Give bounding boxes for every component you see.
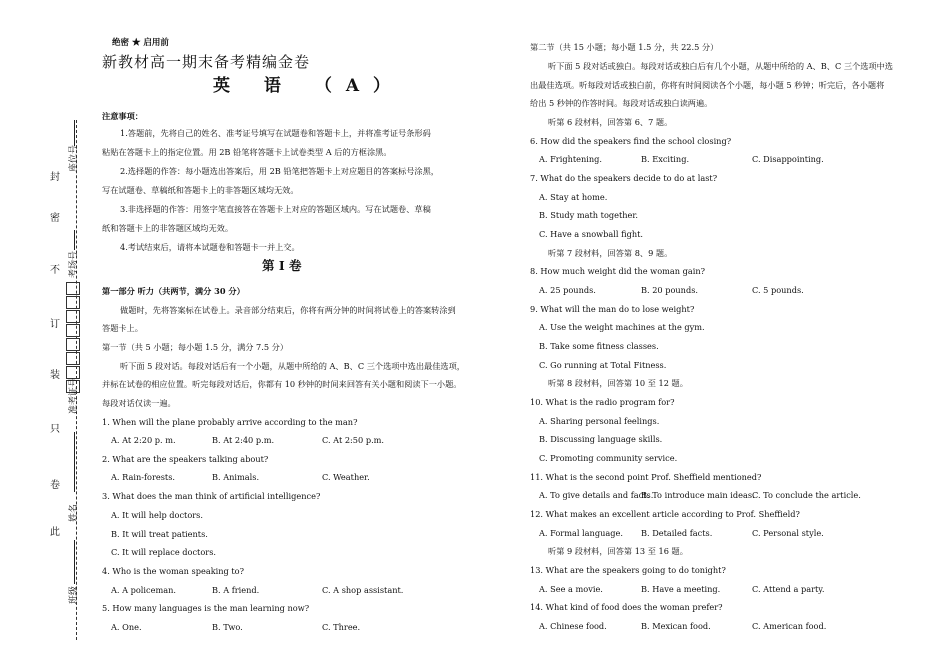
seal-word: 此 [50, 527, 60, 538]
option-c[interactable]: C. It will replace doctors. [111, 547, 216, 557]
question-text: 13. What are the speakers going to do tonight? [530, 565, 726, 575]
seat-number-line [74, 120, 75, 146]
option-a[interactable]: A. A policeman. [111, 585, 176, 595]
notice-line: 粘贴在答题卡上的指定位置。用 2B 铅笔将答题卡上试卷类型 A 后的方框涂黑。 [102, 147, 392, 157]
question-text: 5. How many languages is the man learning now? [102, 603, 310, 613]
admission-number-label: 准考证号 [69, 377, 79, 414]
question-text: 10. What is the radio program for? [530, 397, 675, 407]
section2-intro: 出最佳选项。听每段对话或独白前，你将有时间阅读各个小题，每小题 5 秒钟；听完后，各小题将 [530, 80, 885, 90]
question-text: 8. How much weight did the woman gain? [530, 266, 706, 276]
question-text: 11. What is the second point Prof. Sheffield mentioned? [530, 472, 762, 482]
question-text: 1. When will the plane probably arrive according to the man? [102, 417, 358, 427]
option-a[interactable]: A. Sharing personal feelings. [539, 416, 660, 426]
notice-line: 写在试题卷、草稿纸和答题卡上的非答题区域均无效。 [102, 185, 299, 195]
option-a[interactable]: A. Chinese food. [539, 621, 607, 631]
class-label: 班级 [69, 585, 79, 604]
option-b[interactable]: B. At 2:40 p.m. [212, 435, 275, 445]
option-a[interactable]: A. Stay at home. [539, 192, 608, 202]
seal-word: 只 [50, 424, 60, 435]
section2-heading: 第二节（共 15 小题；每小题 1.5 分，共 22.5 分） [530, 42, 719, 52]
option-a[interactable]: A. Frightening. [539, 154, 602, 164]
option-a[interactable]: A. At 2:20 p. m. [111, 435, 176, 445]
option-c[interactable]: C. A shop assistant. [322, 585, 404, 595]
option-b[interactable]: B. A friend. [212, 585, 260, 595]
seal-word: 封 [50, 172, 60, 183]
option-c[interactable]: C. Disappointing. [752, 154, 824, 164]
question-text: 7. What do the speakers decide to do at last? [530, 173, 718, 183]
section2-intro: 给出 5 秒钟的作答时间。每段对话或独白读两遍。 [530, 98, 713, 108]
option-c[interactable]: C. 5 pounds. [752, 285, 804, 295]
option-b[interactable]: B. Have a meeting. [641, 584, 721, 594]
notice-line: 2.选择题的作答：每小题选出答案后，用 2B 铅笔把答题卡上对应题目的答案标号涂黑， [120, 166, 439, 176]
option-c[interactable]: C. Have a snowball fight. [539, 229, 643, 239]
option-a[interactable]: A. It will help doctors. [111, 510, 203, 520]
listening-note: 听第 8 段材料，回答第 10 至 12 题。 [548, 378, 688, 388]
exam-room-line [74, 230, 75, 250]
seal-word: 不 [50, 265, 60, 276]
part1-intro: 做题时，先将答案标在试卷上。录音部分结束后，你将有两分钟的时间将试卷上的答案转涂到 [120, 305, 456, 315]
section2-intro: 听下面 5 段对话或独白。每段对话或独白后有几个小题，从题中所给的 A、B、C 三个选项中选 [548, 61, 893, 71]
question-text: 4. Who is the woman speaking to? [102, 566, 245, 576]
seal-word: 装 [50, 370, 60, 381]
notice-heading: 注意事项： [102, 111, 143, 121]
option-a[interactable]: A. Use the weight machines at the gym. [539, 322, 705, 332]
exam-title: 新教材高一期末备考精编金卷 [102, 53, 311, 71]
option-b[interactable]: B. It will treat patients. [111, 529, 208, 539]
option-c[interactable]: C. Go running at Total Fitness. [539, 360, 667, 370]
notice-line: 4.考试结束后，请将本试题卷和答题卡一并上交。 [120, 242, 300, 252]
notice-line: 1.答题前，先将自己的姓名、准考证号填写在试题卷和答题卡上，并将准考证号条形码 [120, 128, 431, 138]
option-c[interactable]: C. Attend a party. [752, 584, 825, 594]
listening-note: 听第 7 段材料，回答第 8、9 题。 [548, 248, 673, 258]
class-line [74, 540, 75, 584]
seat-number-label: 座位号 [69, 144, 79, 172]
subject-title: 英 语 （A） [213, 76, 405, 96]
option-c[interactable]: C. To conclude the article. [752, 490, 861, 500]
option-b[interactable]: B. Detailed facts. [641, 528, 713, 538]
section1-heading: 第一节（共 5 小题；每小题 1.5 分，满分 7.5 分） [102, 342, 289, 352]
option-b[interactable]: B. Study math together. [539, 210, 639, 220]
listening-note: 听第 6 段材料，回答第 6、7 题。 [548, 117, 673, 127]
exam-room-label: 考场号 [69, 250, 79, 278]
option-b[interactable]: B. Take some fitness classes. [539, 341, 659, 351]
volume-title: 第 I 卷 [262, 258, 302, 273]
option-c[interactable]: C. Personal style. [752, 528, 824, 538]
option-a[interactable]: A. Formal language. [539, 528, 623, 538]
option-b[interactable]: B. Two. [212, 622, 243, 632]
option-a[interactable]: A. Rain-forests. [111, 472, 176, 482]
option-c[interactable]: C. Weather. [322, 472, 370, 482]
notice-line: 纸和答题卡上的非答题区域均无效。 [102, 223, 234, 233]
option-b[interactable]: B. Exciting. [641, 154, 690, 164]
seal-word: 密 [50, 213, 60, 224]
section1-intro: 听下面 5 段对话。每段对话后有一个小题，从题中所给的 A、B、C 三个选项中选出最佳选项， [120, 361, 465, 371]
name-line [74, 432, 75, 492]
option-b[interactable]: B. To introduce main ideas. [641, 490, 755, 500]
question-text: 2. What are the speakers talking about? [102, 454, 269, 464]
option-a[interactable]: A. To give details and facts. [539, 490, 654, 500]
option-c[interactable]: C. American food. [752, 621, 827, 631]
option-c[interactable]: C. Three. [322, 622, 361, 632]
question-text: 6. How did the speakers find the school closing? [530, 136, 732, 146]
listening-note: 听第 9 段材料，回答第 13 至 16 题。 [548, 546, 688, 556]
option-b[interactable]: B. Discussing language skills. [539, 434, 663, 444]
question-text: 14. What kind of food does the woman prefer? [530, 602, 723, 612]
seal-word: 订 [50, 319, 60, 330]
section1-intro: 并标在试卷的相应位置。听完每段对话后，你都有 10 秒钟的时间来回答有关小题和阅读下一小题。 [102, 379, 462, 389]
question-text: 9. What will the man do to lose weight? [530, 304, 695, 314]
option-b[interactable]: B. Mexican food. [641, 621, 711, 631]
option-a[interactable]: A. 25 pounds. [539, 285, 596, 295]
seal-word: 卷 [50, 480, 60, 491]
option-b[interactable]: B. Animals. [212, 472, 260, 482]
option-b[interactable]: B. 20 pounds. [641, 285, 699, 295]
notice-line: 3.非选择题的作答：用签字笔直接答在答题卡上对应的答题区域内。写在试题卷、草稿 [120, 204, 431, 214]
option-a[interactable]: A. One. [111, 622, 142, 632]
part1-intro: 答题卡上。 [102, 323, 143, 333]
question-text: 3. What does the man think of artificial intelligence? [102, 491, 321, 501]
section1-intro: 每段对话仅读一遍。 [102, 398, 176, 408]
option-c[interactable]: C. Promoting community service. [539, 453, 678, 463]
option-c[interactable]: C. At 2:50 p.m. [322, 435, 385, 445]
confidential-mark: 绝密 ★ 启用前 [112, 38, 169, 48]
question-text: 12. What makes an excellent article according to Prof. Sheffield? [530, 509, 800, 519]
part1-heading: 第一部分 听力（共两节，满分 30 分） [102, 286, 245, 296]
option-a[interactable]: A. See a movie. [539, 584, 603, 594]
name-label: 姓名 [69, 503, 79, 522]
